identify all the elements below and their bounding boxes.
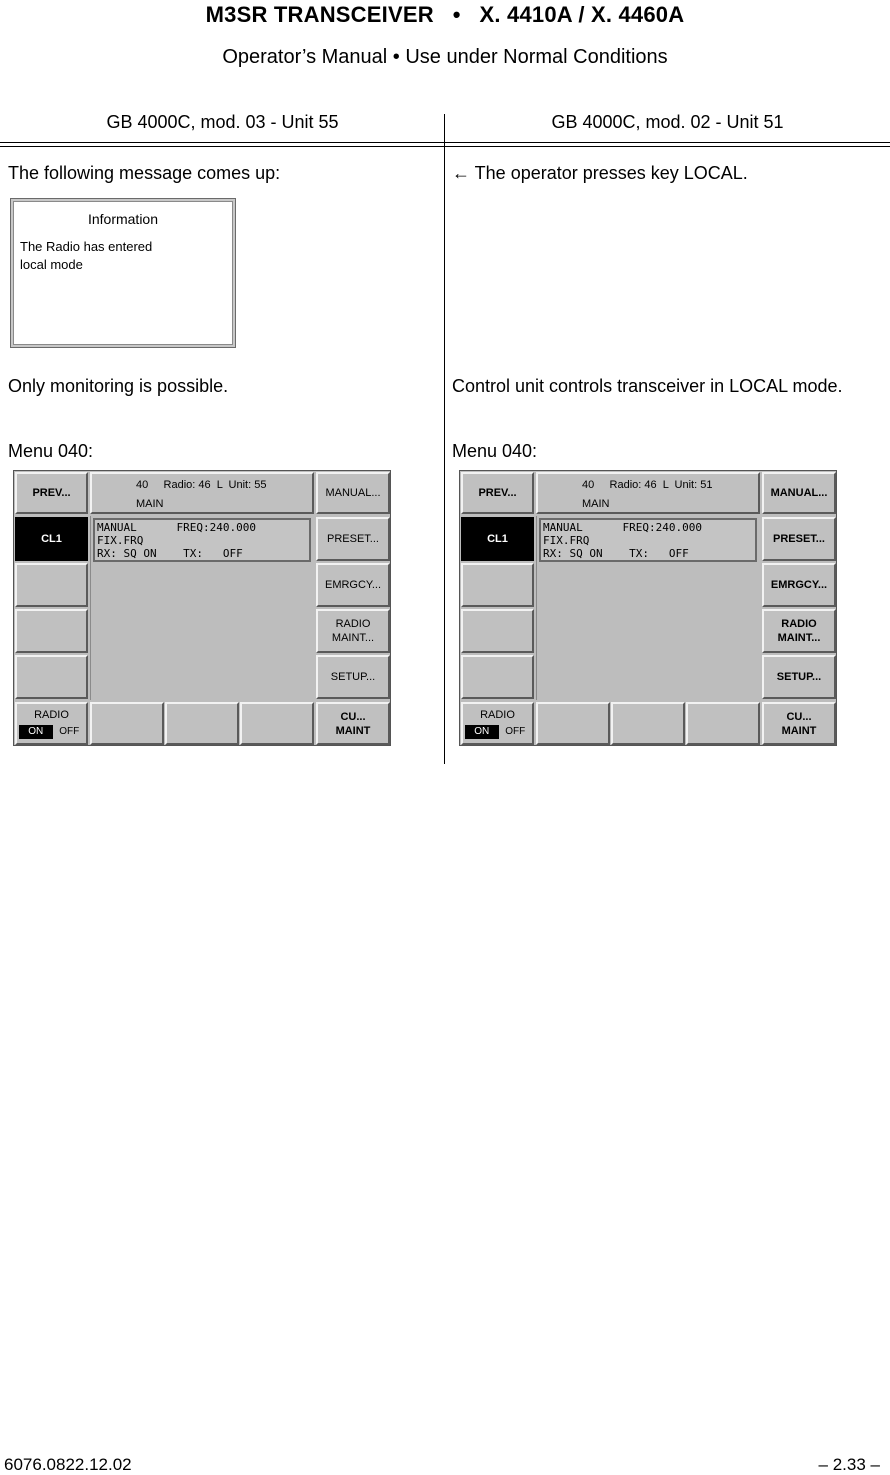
radio-maint-label-2: MAINT...	[777, 632, 821, 644]
left-menu-label: Menu 040:	[8, 441, 94, 461]
information-message-line2: local mode	[20, 257, 83, 272]
blank-left-button-1[interactable]	[461, 563, 534, 607]
cu-maint-label-1: CU...	[786, 710, 812, 723]
blank-bottom-button-2[interactable]	[611, 702, 685, 745]
status-line-3: RX: SQ ON TX: OFF	[543, 547, 689, 560]
status-line-2: FIX.FRQ	[543, 534, 590, 547]
status-box	[539, 518, 757, 562]
radio-on-option[interactable]: ON	[19, 725, 53, 739]
right-intro-text: ← The operator presses key LOCAL.	[452, 163, 748, 183]
cu-maint-label-1: CU...	[340, 710, 366, 723]
status-line-1: MANUAL FREQ:240.000	[543, 521, 702, 534]
blank-left-button-2[interactable]	[15, 609, 88, 653]
display-area	[536, 516, 760, 700]
radio-maint-label-1: RADIO	[781, 618, 817, 630]
radio-maint-button[interactable]	[762, 609, 836, 653]
menu-header-info: 40 Radio: 46 L Unit: 51	[582, 479, 713, 491]
status-line-1: MANUAL FREQ:240.000	[97, 521, 256, 534]
blank-bottom-button-3[interactable]	[240, 702, 314, 745]
blank-bottom-button-3[interactable]	[686, 702, 760, 745]
document-subtitle: Operator’s Manual • Use under Normal Conditions	[222, 46, 668, 68]
manual-button[interactable]: MANUAL...	[762, 472, 836, 514]
information-message-line1: The Radio has entered	[20, 239, 153, 254]
right-note-text: Control unit controls transceiver in LOCAL mode.	[452, 376, 843, 396]
blank-left-button-1[interactable]	[15, 563, 88, 607]
blank-bottom-button-1[interactable]	[536, 702, 610, 745]
setup-button[interactable]: SETUP...	[316, 655, 390, 699]
header-rule	[0, 142, 890, 143]
radio-onoff-toggle[interactable]	[15, 702, 88, 745]
preset-button[interactable]: PRESET...	[762, 517, 836, 561]
display-area	[90, 516, 314, 700]
cl1-button[interactable]: CL1	[15, 517, 88, 561]
menu-040-panel-left	[13, 470, 391, 746]
left-note-text: Only monitoring is possible.	[8, 376, 229, 396]
prev-button[interactable]: PREV...	[461, 472, 534, 514]
cu-maint-button[interactable]	[316, 702, 390, 745]
menu-header	[536, 472, 760, 514]
emrgcy-button[interactable]: EMRGCY...	[316, 563, 390, 607]
cu-maint-button[interactable]	[762, 702, 836, 745]
menu-header	[90, 472, 314, 514]
information-dialog	[10, 198, 236, 348]
radio-toggle-label: RADIO	[34, 709, 69, 721]
radio-maint-label-1: RADIO	[335, 618, 371, 630]
left-column-heading: GB 4000C, mod. 03 - Unit 55	[106, 112, 339, 132]
emrgcy-button[interactable]: EMRGCY...	[762, 563, 836, 607]
footer-page-number: – 2.33 –	[818, 1455, 880, 1474]
radio-maint-button[interactable]	[316, 609, 390, 653]
preset-button[interactable]: PRESET...	[316, 517, 390, 561]
radio-toggle-label: RADIO	[480, 709, 515, 721]
blank-left-button-3[interactable]	[15, 655, 88, 699]
status-line-2: FIX.FRQ	[97, 534, 144, 547]
menu-header-info: 40 Radio: 46 L Unit: 55	[136, 479, 267, 491]
header-rule-2	[0, 146, 890, 147]
radio-off-option[interactable]: OFF	[59, 726, 80, 737]
blank-bottom-button-2[interactable]	[165, 702, 239, 745]
column-divider	[444, 114, 445, 764]
blank-left-button-2[interactable]	[461, 609, 534, 653]
radio-maint-label-2: MAINT...	[331, 632, 375, 644]
cu-maint-label-2: MAINT	[781, 724, 817, 737]
menu-040-panel-right	[459, 470, 837, 746]
status-line-3: RX: SQ ON TX: OFF	[97, 547, 243, 560]
right-menu-label: Menu 040:	[452, 441, 538, 461]
manual-button[interactable]: MANUAL...	[316, 472, 390, 514]
radio-onoff-toggle[interactable]	[461, 702, 534, 745]
radio-on-option[interactable]: ON	[465, 725, 499, 739]
footer-document-number: 6076.0822.12.02	[4, 1455, 132, 1474]
document-title: M3SR TRANSCEIVER • X. 4410A / X. 4460A	[205, 2, 685, 27]
blank-left-button-3[interactable]	[461, 655, 534, 699]
menu-header-title: MAIN	[136, 498, 164, 510]
radio-off-option[interactable]: OFF	[505, 726, 526, 737]
right-column-heading: GB 4000C, mod. 02 - Unit 51	[551, 112, 784, 132]
cu-maint-label-2: MAINT	[335, 724, 371, 737]
information-dialog-title: Information	[87, 211, 159, 227]
blank-bottom-button-1[interactable]	[90, 702, 164, 745]
status-box	[93, 518, 311, 562]
prev-button[interactable]: PREV...	[15, 472, 88, 514]
menu-header-title: MAIN	[582, 498, 610, 510]
cl1-button[interactable]: CL1	[461, 517, 534, 561]
left-intro-text: The following message comes up:	[8, 163, 281, 183]
setup-button[interactable]: SETUP...	[762, 655, 836, 699]
